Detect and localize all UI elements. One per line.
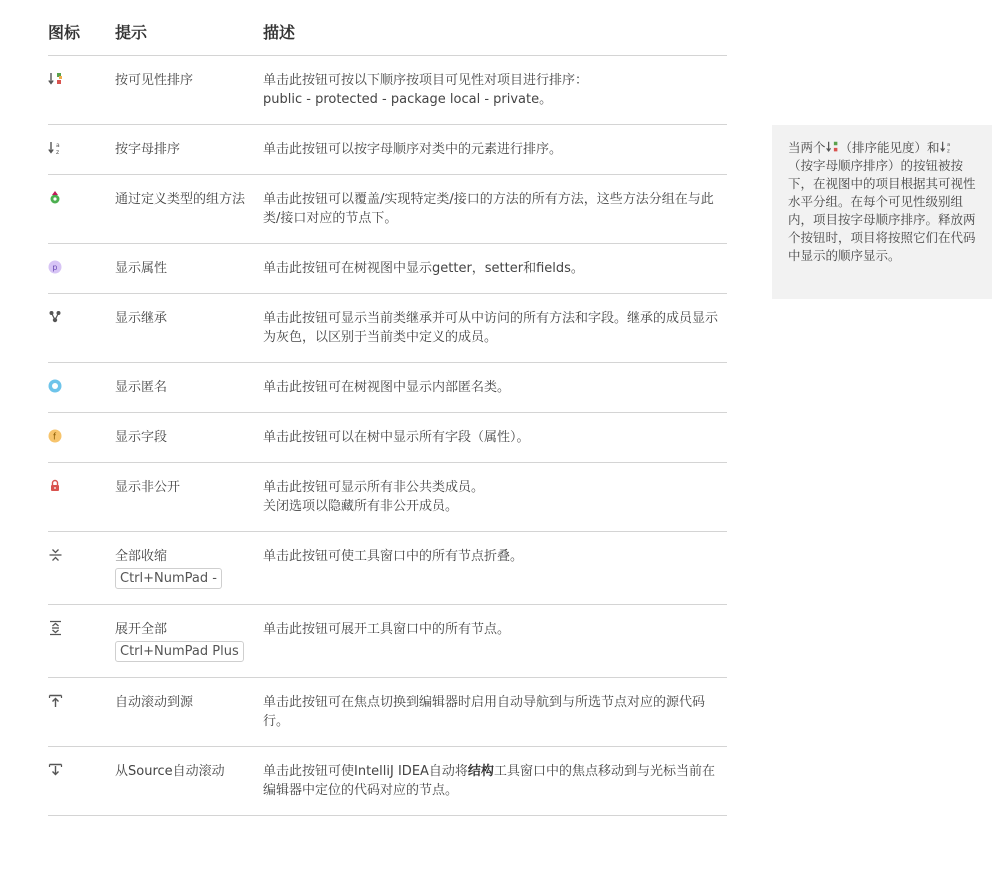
tip-cell: 显示字段 [115, 413, 263, 463]
svg-text:a: a [946, 142, 950, 149]
desc-cell: 单击此按钮可以在树中显示所有字段（属性）。 [263, 413, 727, 463]
desc-cell: 单击此按钮可以按字母顺序对类中的元素进行排序。 [263, 125, 727, 175]
tip-cell: 按字母排序 [115, 125, 263, 175]
table-row [48, 294, 727, 363]
table-row [48, 56, 727, 125]
anonymous-icon [48, 378, 64, 394]
table-row [48, 678, 727, 747]
tip-cell [115, 532, 263, 605]
table-row [48, 463, 727, 532]
features-table [48, 14, 727, 816]
table-row [48, 125, 727, 175]
field-icon [48, 428, 64, 444]
tip-text: 展开全部 [115, 622, 168, 637]
desc-text: public - protected - package local - private。 [263, 92, 553, 107]
svg-text:z: z [946, 148, 950, 154]
tip-cell: 通过定义类型的组方法 [115, 175, 263, 244]
table-row [48, 175, 727, 244]
property-icon [48, 259, 64, 275]
tip-cell: 显示非公开 [115, 463, 263, 532]
autoscroll-from-source-icon [48, 762, 64, 778]
svg-text:f: f [53, 432, 56, 443]
keyboard-shortcut: Ctrl+NumPad Plus [115, 641, 244, 662]
table-row [48, 605, 727, 678]
expand-all-icon [48, 620, 64, 636]
header-desc: 描述 [263, 14, 727, 56]
header-icon: 图标 [48, 14, 115, 56]
table-header-row [48, 14, 727, 56]
desc-cell [263, 463, 727, 532]
sort-by-visibility-icon [826, 140, 840, 154]
desc-cell: 单击此按钮可使工具窗口中的所有节点折叠。 [263, 532, 727, 605]
table-row [48, 747, 727, 816]
keyboard-shortcut: Ctrl+NumPad - [115, 568, 222, 589]
sidebar-note [772, 125, 992, 299]
inherited-icon [48, 309, 64, 325]
tip-cell: 显示匿名 [115, 363, 263, 413]
desc-cell: 单击此按钮可在树视图中显示内部匿名类。 [263, 363, 727, 413]
desc-cell [263, 56, 727, 125]
desc-cell: 单击此按钮可在焦点切换到编辑器时启用自动导航到与所选节点对应的源代码行。 [263, 678, 727, 747]
structure-term: 结构 [467, 764, 494, 779]
tip-cell: 显示属性 [115, 244, 263, 294]
desc-cell: 单击此按钮可显示当前类继承并可从中访问的所有方法和字段。继承的成员显示为灰色，以区别于当前类中定义的成员。 [263, 294, 727, 363]
desc-text: 关闭选项以隐藏所有非公开成员。 [263, 499, 459, 514]
sort-alphabetically-icon [940, 140, 954, 154]
tip-cell: 按可见性排序 [115, 56, 263, 125]
table-row [48, 363, 727, 413]
desc-cell: 单击此按钮可以覆盖/实现特定类/接口的方法的所有方法，这些方法分组在与此类/接口对应的节点下。 [263, 175, 727, 244]
sort-by-visibility-icon [48, 71, 64, 87]
tip-cell: 自动滚动到源 [115, 678, 263, 747]
table-row [48, 532, 727, 605]
desc-text: 单击此按钮可按以下顺序按项目可见性对项目进行排序： [263, 73, 589, 88]
desc-cell: 单击此按钮可在树视图中显示getter，setter和fields。 [263, 244, 727, 294]
tip-cell: 从Source自动滚动 [115, 747, 263, 816]
svg-text:a: a [56, 142, 60, 149]
group-by-type-icon [48, 190, 64, 206]
lock-icon [48, 478, 64, 494]
tip-text: 全部收缩 [115, 549, 168, 564]
header-tip: 提示 [115, 14, 263, 56]
autoscroll-to-source-icon [48, 693, 64, 709]
desc-cell [263, 747, 727, 816]
desc-text: 单击此按钮可使IntelliJ IDEA自动将 [263, 764, 468, 779]
note-text: （排序能见度）和 [839, 140, 940, 155]
desc-text: 工具窗口中的焦点移动到与光标当前在编辑器中定位的代码对应的节点。 [263, 764, 715, 798]
svg-text:p: p [52, 263, 58, 272]
table-row [48, 413, 727, 463]
tip-cell [115, 605, 263, 678]
desc-cell: 单击此按钮可展开工具窗口中的所有节点。 [263, 605, 727, 678]
table-row [48, 244, 727, 294]
collapse-all-icon [48, 547, 64, 563]
sort-alphabetically-icon [48, 140, 64, 156]
tip-cell: 显示继承 [115, 294, 263, 363]
svg-text:z: z [56, 149, 60, 156]
note-text: 当两个 [788, 140, 826, 155]
note-text: （按字母顺序排序）的按钮被按下，在视图中的项目根据其可视性水平分组。在每个可见性级别组内，项目按字母顺序排序。释放两个按钮时，项目将按照它们在代码中显示的顺序显示。 [788, 158, 976, 263]
desc-text: 单击此按钮可显示所有非公共类成员。 [263, 480, 485, 495]
